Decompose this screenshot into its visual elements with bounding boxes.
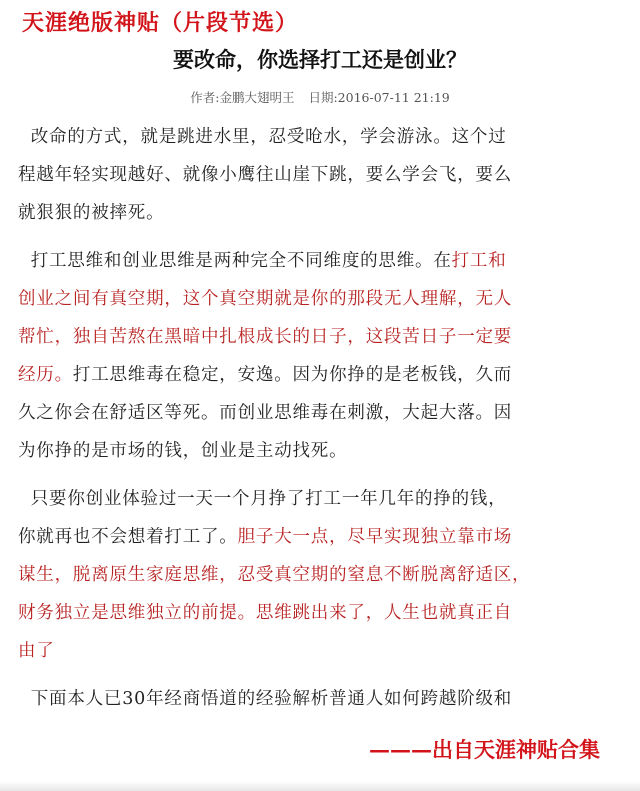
highlighted-text: 由了 [18, 641, 55, 661]
source-note: ———出自天涯神贴合集 [369, 737, 600, 762]
body-text: 久之你会在舒适区等死。而创业思维毒在刺激，大起大落。因 [18, 403, 513, 423]
text-line [18, 632, 598, 670]
text-line [18, 480, 598, 518]
highlighted-text: 谋生，脱离原生家庭思维，忍受真空期的窒息不断脱离舒适区， [18, 565, 531, 585]
text-line [18, 432, 598, 470]
post-meta [0, 88, 640, 106]
text-line [18, 194, 598, 232]
series-title: 天涯绝版神贴（片段节选） [22, 10, 299, 36]
text-line [18, 118, 598, 156]
article-paragraph [18, 680, 598, 718]
text-line [18, 156, 598, 194]
author-label: 作者:金鹏大翅明王 [190, 90, 295, 105]
body-text: 改命的方式，就是跳进水里，忍受呛水，学会游泳。这个过 [18, 127, 507, 147]
article-paragraph [18, 242, 598, 470]
body-text: 程越年轻实现越好、就像小鹰往山崖下跳，要么学会飞，要么 [18, 165, 513, 185]
text-line [18, 318, 598, 356]
post-title: 要改命，你选择打工还是创业？ [173, 48, 467, 72]
highlighted-text: 帮忙，独自苦熬在黑暗中扎根成长的日子，这段苦日子一定要 [18, 327, 513, 347]
highlighted-text: 经历。 [18, 365, 73, 385]
text-line [18, 680, 598, 718]
page-bottom-shadow [0, 781, 640, 791]
body-text: 就狠狠的被摔死。 [18, 203, 165, 223]
text-line [18, 594, 598, 632]
article-body [18, 118, 598, 728]
highlighted-text: 胆子大一点，尽早实现独立靠市场 [237, 527, 513, 547]
text-line [18, 356, 598, 394]
text-line [18, 556, 598, 594]
body-text: 打工思维和创业思维是两种完全不同维度的思维。在 [18, 251, 452, 271]
highlighted-text: 财务独立是思维独立的前提。思维跳出来了，人生也就真正自 [18, 603, 513, 623]
post-date: 日期:2016-07-11 21:19 [308, 90, 450, 105]
body-text: 只要你创业体验过一天一个月挣了打工一年几年的挣的钱， [18, 489, 507, 509]
body-text: 打工思维毒在稳定，安逸。因为你挣的是老板钱，久而 [72, 365, 513, 385]
text-line [18, 280, 598, 318]
article-paragraph [18, 480, 598, 670]
body-text: 你就再也不会想着打工了。 [18, 527, 238, 547]
text-line [18, 242, 598, 280]
text-line [18, 518, 598, 556]
highlighted-text: 创业之间有真空期，这个真空期就是你的那段无人理解，无人 [18, 289, 513, 309]
article-paragraph [18, 118, 598, 232]
body-text: 下面本人已30年经商悟道的经验解析普通人如何跨越阶级和 [18, 689, 513, 709]
text-line [18, 394, 598, 432]
body-text: 为你挣的是市场的钱，创业是主动找死。 [18, 441, 348, 461]
highlighted-text: 打工和 [451, 251, 507, 271]
